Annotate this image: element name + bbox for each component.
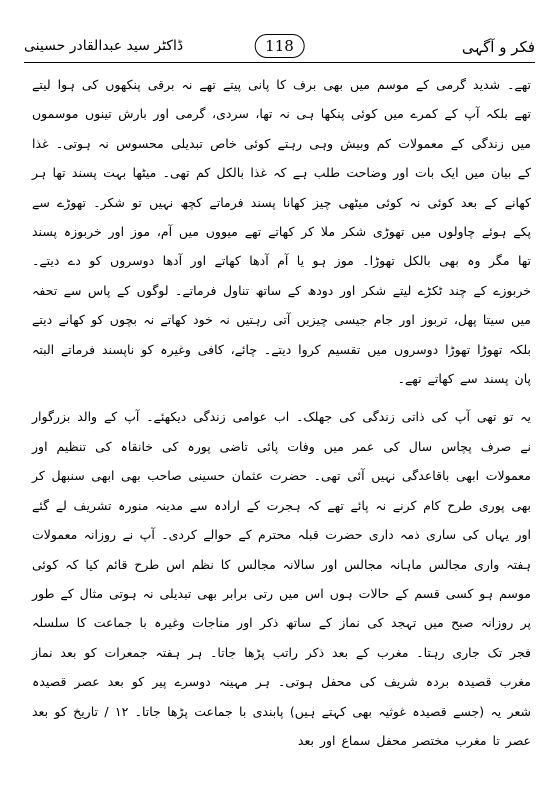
paragraph: تھے۔ شدید گرمی کے موسم میں بھی برف کا پانی پیتے تھے نہ برقی پنکھوں کی ہوا لیتے تھے بلکہ آپ کے کمرے میں کوئی پنکھا ہی نہ تھا، سردی، گرمی اور بارش تینوں موسموں میں زندگی کے معمولات کم وبیش وہی رہتے کوئی خاص تبدیلی محسوس نہ ہوتی۔ غذا کے بیان میں ایک بات اور وضاحت طلب ہے کہ غذا بالکل کم تھی۔ میٹھا بہت پسند تھا ہر کھانے کے بعد کوئی نہ کوئی میٹھی چیز کھانا پسند فرماتے کچھ نہیں تو شکر۔ تھوڑے سے پکے ہوئے چاولوں میں تھوڑی شکر ملا کر کھاتے تھے میووں میں آم، موز اور خربوزہ پسند تھا مگر وہ بھی بالکل تھوڑا۔ موز ہو یا آم آدھا کھاتے اور آدھا دوسروں کو دے دیتے۔ خربوزے کے چند ٹکڑے لیتے شکر اور دودھ کے ساتھ تناول فرماتے۔ لوگوں کے پاس سے تحفہ میں سیتا پھل، تربوز اور جام جیسی چیزیں آتی رہتیں نہ خود کھاتے نہ بچوں کو کھانے دیتے بلکہ تھوڑا تھوڑا دوسروں میں تقسیم کروا دیتے۔ چائے، کافی وغیرہ کو ناپسند فرماتے البتہ پان پسند سے کھاتے تھے۔ [32, 77, 531, 387]
page-number: 118 [254, 34, 305, 58]
book-title: فکر و آگہی [461, 38, 535, 56]
author-name: ڈاکٹر سید عبدالقادر حسینی [24, 38, 184, 54]
paragraph: یہ تو تھی آپ کی ذاتی زندگی کی جھلک۔ اب عوامی زندگی دیکھئے۔ آپ کے والد بزرگوار نے صرف پچاس سال کی عمر میں وفات پائی تاضی پورہ کی خانقاہ کی تنظیم اور معمولات ابھی باقاعدگی نہیں آئی تھی۔ حضرت عثمان حسینی صاحب بھی ابھی سنبھل کر بھی پوری طرح کام کرنے نہ پائے تھے کہ ہجرت کے ارادہ سے مدینہ منورہ تشریف لے گئے اور یہاں کی ساری ذمہ داری حضرت قبلہ محترم کے حوالے کردی۔ آپ نے روزانہ معمولات ہفتہ واری مجالس ماہانہ مجالس اور سالانہ مجالس کا نظم اس طرح قائم کیا کہ کوئی موسم ہو کسی قسم کے حالات ہوں اس میں رتی برابر بھی تبدیلی نہ ہوتی مثال کے طور پر روزانہ صبح میں تہجد کی نماز کے ساتھ ذکر اور مناجات وغیرہ با جماعت کا سلسلہ فجر تک جاری رہتا۔ مغرب کے بعد ذکر راتب پڑھا جاتا۔ ہر ہفتہ جمعرات کو بعد نماز مغرب قصیدہ بردہ شریف کی محفل ہوتی۔ ہر مہینہ دوسرے پیر کو بعد عصر قصیدہ شعر یہ (جسے قصیدہ غوثیہ بھی کہتے ہیں) پابندی با جماعت پڑھا جاتا۔ ۱۲ / تاریخ کو بعد عصر تا مغرب مختصر محفل سماع اور بعد [32, 409, 531, 748]
header-divider [24, 62, 535, 63]
body-text [32, 70, 531, 755]
page-header [24, 34, 535, 60]
